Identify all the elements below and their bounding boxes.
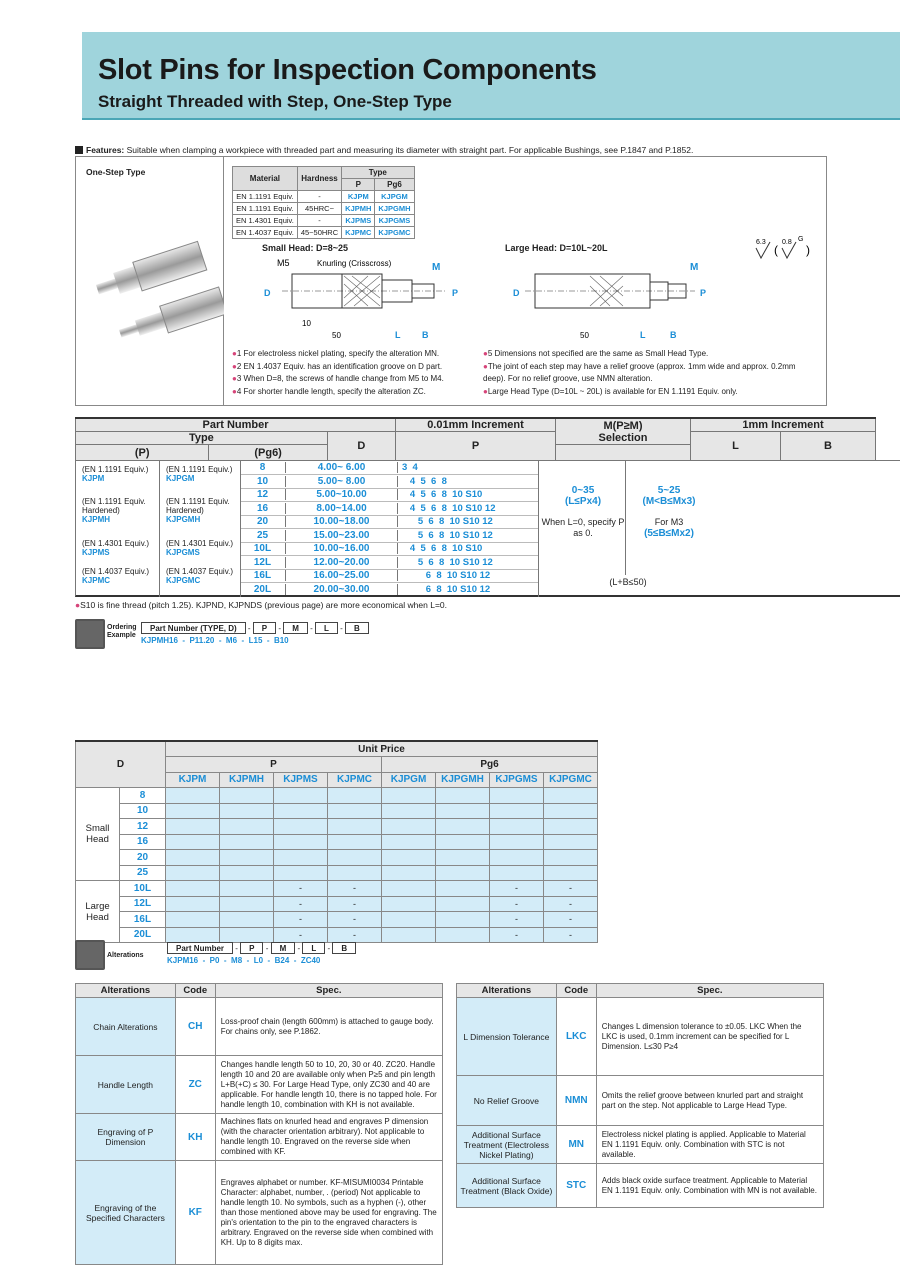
price-col-header: KJPGMS [490,772,544,788]
price-cell [436,865,490,881]
pt-d: 25 [256,529,269,541]
notes-right: ●5 Dimensions not specified are the same as Small Head Type. ●The joint of each step may have a relief groove (approx. 1mm wide and approx. 0.2mm deep). For no relief groove, use NMN alteration. ●Large Head Type (D=10L ~ 20L) is available for EN 1.1191 Equiv. only. [483,349,796,396]
pt-p: 10.00~18.00 [285,516,397,527]
price-cell [220,834,274,850]
price-d: 20 [120,850,166,866]
pt-row [240,543,538,556]
price-cell [166,803,220,819]
table-row [76,896,598,912]
dim-l-large: L [640,330,646,340]
price-cell [436,850,490,866]
ordering-icon [75,619,105,649]
price-cell: - [490,927,544,943]
price-col-header: KJPMC [328,772,382,788]
dim-d-large: D [513,288,520,298]
alt-code: LKC [556,998,596,1076]
pt-note: ●S10 is fine thread (pitch 1.25). KJPND, KJPNDS (previous page) are more economical when L=0. [75,600,447,610]
dim-m-large: M [690,262,699,273]
alt-code: MN [556,1126,596,1164]
pt-p: 20.00~30.00 [285,584,397,595]
price-cell [544,850,598,866]
alterations-table-left [75,983,443,1265]
price-cell [328,803,382,819]
knurl-label: Knurling (Crisscross) [317,259,392,268]
price-cell: - [274,881,328,897]
features-label: Features: [86,145,125,155]
pt-row [240,462,538,475]
pg6-header: Pg6 [375,179,414,191]
table-row [76,1056,443,1114]
pt-m: 5 6 8 10 S10 12 [397,530,535,541]
price-cell: - [490,912,544,928]
dim-b: B [422,330,429,340]
price-cell [220,819,274,835]
pt-d: 20 [256,516,269,527]
price-cell [544,803,598,819]
price-cell [382,865,436,881]
price-cell [220,881,274,897]
table-row [76,881,598,897]
lb-note: (L+B≤50) [609,577,647,587]
pt-row [240,557,538,570]
table-row [76,819,598,835]
pt-d: 12L [253,556,272,568]
price-cell [220,803,274,819]
table-row [76,788,598,804]
price-cell [382,927,436,943]
price-cell [274,834,328,850]
price-cell [436,819,490,835]
price-d: 8 [120,788,166,804]
pt-row [240,476,538,489]
order-field-value: - B24 [263,956,290,965]
table-row [457,1164,824,1208]
price-d: 12L [120,896,166,912]
price-col-header: KJPMH [220,772,274,788]
pt-type-header: Type [76,432,328,445]
pt-p: 5.00~10.00 [285,489,397,500]
small-head-label: Small Head: D=8~25 [262,243,349,253]
price-cell [220,927,274,943]
alt-spec: Machines flats on knurled head and engraves P dimension (with the character orientation arbitrary). Not applicable to handle length 10. Engraved on the reverse side when combined with KF. [215,1114,442,1161]
pt-m: 3 4 [397,462,535,473]
pt-p: 5.00~ 8.00 [285,476,397,487]
price-cell: - [328,912,382,928]
table-row [76,803,598,819]
order-field-value: - M6 [214,636,238,645]
pt-d: 16L [253,570,272,581]
price-cell [328,834,382,850]
price-d: 16L [120,912,166,928]
price-d: 16 [120,834,166,850]
table-row [76,850,598,866]
price-cell [382,819,436,835]
p-header: P [342,179,375,191]
price-cell [166,850,220,866]
one-step-label: One-Step Type [86,167,146,177]
price-cell: - [544,881,598,897]
dim-50: 50 [332,331,341,340]
price-pg6-header: Pg6 [382,757,598,773]
dim-p-large: P [700,288,707,298]
alt-header: Code [175,984,215,998]
m5-label: M5 [277,258,290,268]
order-field-label: M [271,942,296,954]
pt-m: 4 5 6 8 10 S10 12 [397,503,535,514]
price-cell [490,850,544,866]
price-cell: - [544,912,598,928]
price-cell [328,819,382,835]
alterations-icon [75,940,105,970]
alt-code: STC [556,1164,596,1208]
price-cell [274,803,328,819]
pt-row [240,503,538,516]
price-cell [166,819,220,835]
dim-d: D [264,288,271,298]
svg-text:6.3: 6.3 [756,239,766,246]
table-row [76,1161,443,1265]
pt-part-header: Part Number [76,418,396,432]
title-banner [82,32,900,120]
price-group: Small Head [76,788,120,881]
l-range-block: 0~35 (L≤Px4) When L=0, specify P as 0. [541,485,625,538]
price-cell [382,788,436,804]
order-field-value: - ZC40 [289,956,321,965]
order-field-value: - M8 [219,956,243,965]
pt-m: 6 8 10 S10 12 [397,570,535,581]
pt-p: 15.00~23.00 [285,530,397,541]
pt-d-header: D [327,432,395,461]
price-cell [544,819,598,835]
price-cell [274,819,328,835]
table-row [76,912,598,928]
order-field-value: - L15 [237,636,263,645]
alt-code: KF [175,1161,215,1265]
pt-m-header: M(P≥M) Selection [556,418,691,445]
alt-name: L Dimension Tolerance [457,998,557,1076]
table-row [76,998,443,1056]
product-photo-panel [76,157,224,405]
price-cell: - [490,896,544,912]
price-cell [166,927,220,943]
price-cell [166,896,220,912]
price-group: Large Head [76,881,120,943]
table-row [76,865,598,881]
alt-spec: Changes handle length 50 to 10, 20, 30 or 40. ZC20. Handle length 10 and 20 are available only when P≥5 and pin length L+B(+C) ≤ 30. For Large Head Type, only ZC30 and 40 are applicable. For handle length 10, there is no tapped hole. For handle length 10, combination with KH is not available. [215,1056,442,1114]
price-cell [490,834,544,850]
price-d: 20L [120,927,166,943]
product-photo [76,197,224,397]
alt-code: KH [175,1114,215,1161]
price-cell [166,912,220,928]
part-number-table [75,417,876,461]
pt-p: 8.00~14.00 [285,503,397,514]
price-cell: - [274,927,328,943]
price-cell [490,788,544,804]
price-d: 10 [120,803,166,819]
alt-spec: Engraves alphabet or number. KF-MISUMI0034 Printable Character: alphabet, number, . (period) Not applicable to handle length 10. No symbols, such as a hyphen (-), other than those mentioned above may be used for engraving. The pin's orientation to the pin to the engraved characters is arbitrary. Engraved on the reverse side when combined with KH. Up to 8 digits max. [215,1161,442,1265]
alt-header: Alterations [76,984,176,998]
alt-code: NMN [556,1076,596,1126]
pt-p-header: P [396,432,556,461]
price-cell: - [544,896,598,912]
pt-d: 10L [253,543,272,554]
pt-inc1-header: 0.01mm Increment [396,418,556,432]
large-head-drawing [505,254,715,344]
alt-name: Chain Alterations [76,998,176,1056]
price-cell [328,850,382,866]
features-line [75,145,835,155]
svg-text:): ) [806,243,810,257]
price-cell [220,850,274,866]
price-d: 10L [120,881,166,897]
pt-d: 10 [256,475,269,487]
table-row [457,998,824,1076]
pt-type-block: (EN 1.1191 Equiv.) KJPM (EN 1.1191 Equiv.) KJPGM (EN 1.1191 Equiv. Hardened) KJPMH (EN 1.1191 Equiv. Hardened) KJPGMH (EN 1.4301 Equiv.) KJPMS (EN 1.4301 Equiv.) KJPGMS (EN 1.4037 Equiv.) KJPMC (EN 1.4037 Equiv.) KJPGMC [82,465,233,585]
table-row [76,927,598,943]
price-cell [382,881,436,897]
price-cell [166,881,220,897]
price-cell [220,896,274,912]
alt-spec: Adds black oxide surface treatment. Applicable to Material EN 1.1191 Equiv. only. Combination with MN is not available. [596,1164,823,1208]
price-cell [274,865,328,881]
price-cell [436,912,490,928]
table-row [76,834,598,850]
price-cell: - [544,927,598,943]
pt-m: 4 5 6 8 10 S10 [397,489,535,500]
order-field-label: B [332,942,356,954]
price-cell: - [274,896,328,912]
price-cell: - [328,927,382,943]
table-row: EN 1.4301 Equiv. - KJPMS KJPGMS [233,215,415,227]
alterations-table-right [456,983,824,1208]
price-unit-header: Unit Price [166,741,598,757]
large-head-label: Large Head: D=10L~20L [505,243,608,253]
roughness-symbol [752,232,822,262]
order-field-label: Part Number (TYPE, D) [141,622,246,634]
order-field-value: - B10 [262,636,289,645]
pt-p: 16.00~25.00 [285,570,397,581]
price-cell: - [328,896,382,912]
table-row: EN 1.1191 Equiv. - KJPM KJPGM [233,191,415,203]
price-cell [544,788,598,804]
price-col-header: KJPMS [274,772,328,788]
dim-m: M [432,262,441,273]
pt-pg6type-header: (Pg6) [209,445,327,461]
unit-price-table [75,740,598,943]
price-d: 25 [120,865,166,881]
pt-d: 12 [256,489,269,500]
pt-row [240,584,538,597]
alt-header: Spec. [596,984,823,998]
price-cell [220,865,274,881]
price-cell [328,788,382,804]
pt-p: 4.00~ 6.00 [285,462,397,473]
table-row: EN 1.1191 Equiv. 45HRC~ KJPMH KJPGMH [233,203,415,215]
table-row [76,1114,443,1161]
dim-p: P [452,288,459,298]
alt-spec: Omits the relief groove between knurled part and straight part on the step. Not applicable to Large Head Type. [596,1076,823,1126]
price-d-header: D [76,741,166,788]
price-d: 12 [120,819,166,835]
material-table [232,166,415,239]
pt-d: 16 [256,502,269,514]
order-field-label: Part Number [167,942,233,954]
pt-inc2-header: 1mm Increment [691,418,876,432]
price-cell [490,819,544,835]
price-cell [328,865,382,881]
table-row [457,1126,824,1164]
alt-name: Additional Surface Treatment (Electroless Nickel Plating) [457,1126,557,1164]
price-cell [382,834,436,850]
dim-10: 10 [302,319,311,328]
pt-d: 8 [259,462,266,473]
price-cell [436,834,490,850]
alt-spec: Loss-proof chain (length 600mm) is attached to gauge body. For chains only, see P.1862. [215,998,442,1056]
svg-text:0.8: 0.8 [782,239,792,246]
pt-l-header: L [691,432,781,461]
price-cell [382,850,436,866]
price-cell: - [274,912,328,928]
order-field-value: KJPMH16 [141,636,178,645]
page-title: Slot Pins for Inspection Components [98,54,597,86]
pt-row [240,489,538,502]
price-cell: - [328,881,382,897]
alt-header: Code [556,984,596,998]
page-subtitle: Straight Threaded with Step, One-Step Type [98,92,452,111]
alt-name: Additional Surface Treatment (Black Oxide) [457,1164,557,1208]
price-cell [544,865,598,881]
pt-p: 12.00~20.00 [285,557,397,568]
pt-ptype-header: (P) [76,445,209,461]
order-field-label: L [302,942,325,954]
dim-l: L [395,330,401,340]
order-field-label: M [283,622,308,634]
table-row: EN 1.4037 Equiv. 45~50HRC KJPMC KJPGMC [233,227,415,239]
price-cell [274,788,328,804]
order-field-value: KJPM16 [167,956,199,965]
pt-b-header: B [781,432,876,461]
price-col-header: KJPM [166,772,220,788]
pt-m: 5 6 8 10 S10 12 [397,557,535,568]
price-cell [544,834,598,850]
pt-m: 5 6 8 10 S10 12 [397,516,535,527]
price-cell [166,788,220,804]
svg-text:(: ( [774,243,778,257]
price-cell [436,803,490,819]
pt-row [240,530,538,543]
price-cell [490,803,544,819]
pt-p: 10.00~16.00 [285,543,397,554]
order-field-label: P [240,942,263,954]
price-p-header: P [166,757,382,773]
pt-d: 20L [253,583,272,595]
alt-spec: Changes L dimension tolerance to ±0.05. LKC When the LKC is used, 0.1mm increment can be specified for L Dimension. L≤30 P≥4 [596,998,823,1076]
pt-m: 4 5 6 8 10 S10 [397,543,535,554]
svg-text:G: G [798,236,804,243]
pt-m: 4 5 6 8 [397,476,535,487]
alt-spec: Electroless nickel plating is applied. Applicable to Material EN 1.1191 Equiv. only. Combination with STC is not available. [596,1126,823,1164]
alt-code: ZC [175,1056,215,1114]
price-cell [382,803,436,819]
pt-m: 6 8 10 S10 12 [397,584,535,595]
dim-b-large: B [670,330,677,340]
dim-50-large: 50 [580,331,589,340]
price-cell [382,896,436,912]
price-cell [382,912,436,928]
order-field-value: - L0 [242,956,264,965]
price-cell [220,788,274,804]
price-cell: - [490,881,544,897]
price-cell [490,865,544,881]
alt-name: Engraving of the Specified Characters [76,1161,176,1265]
order-field-label: B [345,622,369,634]
price-cell [436,927,490,943]
pt-row [240,516,538,529]
order-field-label: P [253,622,276,634]
order-field-label: L [315,622,338,634]
price-cell [436,881,490,897]
notes-left: ●1 For electroless nickel plating, specify the alteration MN. ●2 EN 1.4037 Equiv. has an identification groove on D part. ●3 When D=8, the screws of handle change from M5 to M4. ●4 For shorter handle length, specify the alteration ZC. [232,349,444,396]
pt-row [240,570,538,583]
alt-code: CH [175,998,215,1056]
type-header: Type [342,167,414,179]
price-cell [274,850,328,866]
features-text: Suitable when clamping a workpiece with threaded part and measuring its diameter with straight part. For applicable Bushings, see P.1847 and P.1852. [126,145,694,155]
alt-name: Engraving of P Dimension [76,1114,176,1161]
material-header: Material [249,174,281,183]
price-cell [220,912,274,928]
price-cell [166,834,220,850]
alt-header: Spec. [215,984,442,998]
alt-header: Alterations [457,984,557,998]
price-cell [436,788,490,804]
price-cell [436,896,490,912]
price-col-header: KJPGMC [544,772,598,788]
price-cell [166,865,220,881]
b-range-block: 5~25 (M<B≤Mx3) For M3 (5≤B≤Mx2) [642,485,696,539]
hardness-header: Hardness [301,174,338,183]
table-row [457,1076,824,1126]
order-field-value: - P0 [198,956,220,965]
alt-name: No Relief Groove [457,1076,557,1126]
order-field-value: - P11.20 [177,636,215,645]
price-col-header: KJPGM [382,772,436,788]
small-head-drawing [262,254,482,344]
price-col-header: KJPGMH [436,772,490,788]
alt-name: Handle Length [76,1056,176,1114]
